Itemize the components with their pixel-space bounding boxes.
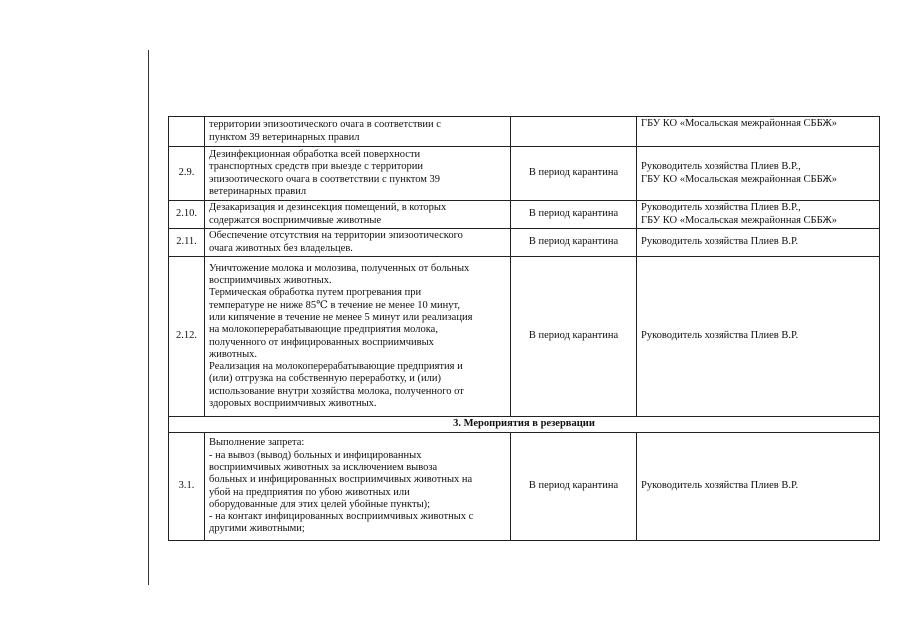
description-line: (или) отгрузка на собственную переработку, и (или) [209,373,442,385]
description-line: здоровых восприимчивых животных. [209,397,377,409]
description-line: Выполнение запрета: [209,437,305,449]
row-number: 2.9. [169,147,205,201]
responsible-line: Руководитель хозяйства Плиев В.Р., [641,161,801,173]
section-title: 3. Мероприятия в резервации [169,417,880,433]
row-number [169,117,205,147]
description-line: Обеспечение отсутствия на территории эпизоотического [209,230,463,242]
measure-description [205,147,511,201]
description-line: эпизоотического очага в соответствии с пунктом 39 [209,173,441,185]
responsible-cell [637,201,880,229]
table-row [169,433,880,541]
description-line: ветеринарных правил [209,185,307,197]
description-line: температуре не ниже 85℃ в течение не менее 10 минут, [209,299,460,311]
period-cell: В период карантина [511,229,637,257]
responsible-line: Руководитель хозяйства Плиев В.Р. [641,330,799,342]
description-line: больных и инфицированных восприимчивых животных на [209,474,473,486]
description-line: транспортных средств при выезде с территории [209,161,423,173]
description-line: пунктом 39 ветеринарных правил [209,131,360,143]
description-line: на молокоперерабатывающие предприятия молока, [209,324,438,336]
measure-description [205,117,511,147]
description-line: Дезакаризация и дезинсекция помещений, в которых [209,202,447,214]
period-cell: В период карантина [511,257,637,417]
responsible-cell [637,433,880,541]
row-number: 2.10. [169,201,205,229]
description-line: оборудованные для этих целей убойные пункты); [209,498,431,510]
description-line: - на контакт инфицированных восприимчивых животных с [209,511,474,523]
responsible-line: ГБУ КО «Мосальская межрайонная СББЖ» [641,173,838,185]
description-line: восприимчивых животных. [209,275,332,287]
description-line: Дезинфекционная обработка всей поверхности [209,148,421,160]
row-number: 2.11. [169,229,205,257]
description-line: Термическая обработка путем прогревания при [209,287,422,299]
description-line: содержатся восприимчивые животные [209,214,382,226]
responsible-cell [637,147,880,201]
description-line: или кипячение в течение не менее 5 минут или реализация [209,311,473,323]
description-line: территории эпизоотического очага в соответствии с [209,119,441,131]
description-line: животных. [209,348,258,360]
section-header-row [169,417,880,433]
measures-table [168,116,880,541]
period-cell: В период карантина [511,201,637,229]
table-row [169,229,880,257]
responsible-line: ГБУ КО «Мосальская межрайонная СББЖ» [641,214,838,226]
description-line: Реализация на молокоперерабатывающие предприятия и [209,361,463,373]
description-line: восприимчивых животных за исключением вывоза [209,461,438,473]
responsible-cell [637,117,880,147]
measure-description [205,201,511,229]
row-number: 2.12. [169,257,205,417]
measure-description [205,433,511,541]
period-cell: В период карантина [511,147,637,201]
description-line: очага животных без владельцев. [209,242,353,254]
period-cell: В период карантина [511,433,637,541]
table-row [169,117,880,147]
description-line: полученного от инфицированных восприимчивых [209,336,434,348]
margin-line [148,50,149,585]
measure-description [205,257,511,417]
period-cell [511,117,637,147]
description-line: другими животными; [209,523,305,535]
table-row [169,147,880,201]
table-row [169,257,880,417]
responsible-line: Руководитель хозяйства Плиев В.Р. [641,480,799,492]
row-number: 3.1. [169,433,205,541]
description-line: - на вывоз (вывод) больных и инфицированных [209,449,422,461]
responsible-line: Руководитель хозяйства Плиев В.Р. [641,236,799,248]
description-line: использование внутри хозяйства молока, полученного от [209,385,464,397]
responsible-cell [637,229,880,257]
description-line: убой на предприятия по убою животных или [209,486,410,498]
responsible-line: Руководитель хозяйства Плиев В.Р., [641,202,801,214]
measure-description [205,229,511,257]
description-line: Уничтожение молока и молозива, полученных от больных [209,262,470,274]
table-row [169,201,880,229]
responsible-line: ГБУ КО «Мосальская межрайонная СББЖ» [641,118,838,129]
responsible-cell [637,257,880,417]
